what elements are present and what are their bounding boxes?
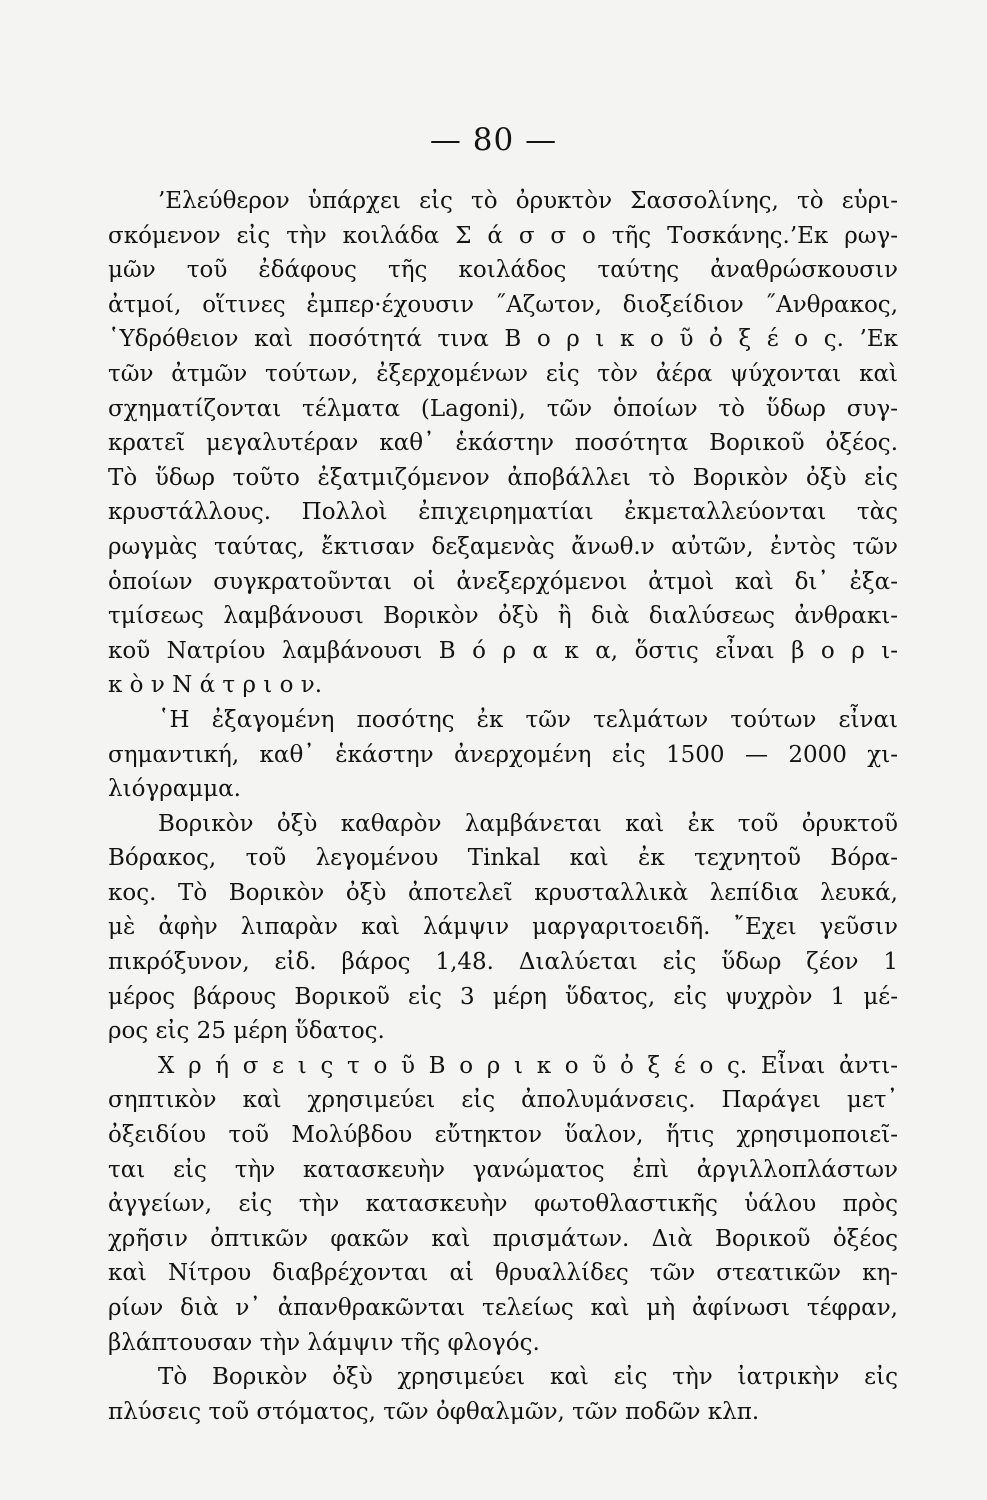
page-body xyxy=(108,184,898,1429)
text-line: χρῆσιν ὀπτικῶν φακῶν καὶ πρισμάτων. Διὰ Βορικοῦ ὀξέος xyxy=(108,1225,898,1252)
text-line: τῶν ἀτμῶν τούτων, ἐξερχομένων εἰς τὸν ἀέρα ψύχονται καὶ xyxy=(108,360,898,387)
text-line: Βόρακος, τοῦ λεγομένου Tinkal καὶ ἐκ τεχνητοῦ Βόρα- xyxy=(108,845,898,872)
text-line: Τὸ ὕδωρ τοῦτο ἐξατμιζόμενον ἀποβάλλει τὸ Βορικὸν ὀξὺ εἰς xyxy=(108,464,898,491)
text-line: κρυστάλλους. Πολλοὶ ἐπιχειρηματίαι ἐκμεταλλεύονται τὰς xyxy=(108,499,898,526)
text-line: κος. Τὸ Βορικὸν ὀξὺ ἀποτελεῖ κρυσταλλικὰ λεπίδια λευκά, xyxy=(108,879,898,906)
text-line: Βορικὸν ὀξὺ καθαρὸν λαμβάνεται καὶ ἐκ τοῦ ὀρυκτοῦ xyxy=(158,810,898,837)
text-line: καὶ Νίτρου διαβρέχονται αἱ θρυαλλίδες τῶν στεατικῶν κη- xyxy=(108,1260,898,1287)
text-line: ρωγμὰς ταύτας, ἔκτισαν δεξαμενὰς ἄνωθ.ν αὐτῶν, ἐντὸς τῶν xyxy=(108,533,898,560)
text-line: κοῦ Νατρίου λαμβάνουσι Β ό ρ α κ α, ὅστις εἶναι β ο ρ ι- xyxy=(108,637,898,664)
text-line: βλάπτουσαν τὴν λάμψιν τῆς φλογός. xyxy=(108,1329,540,1356)
text-line: ται εἰς τὴν κατασκευὴν γανώματος ἐπὶ ἀργιλλοπλάστων xyxy=(108,1156,898,1183)
text-line: ρος εἰς 25 μέρη ὕδατος. xyxy=(108,1018,385,1045)
text-line: ῾Η ἐξαγομένη ποσότης ἐκ τῶν τελμάτων τούτων εἶναι xyxy=(158,706,898,733)
text-line: ἀτμοί, οἵτινες ἐμπερ·έχουσιν ˝Αζωτον, διοξείδιον ˝Ανθρακος, xyxy=(108,291,898,318)
text-line: μὲ ἀφὴν λιπαρὰν καὶ λάμψιν μαργαριτοειδῆ. ῎Εχει γεῦσιν xyxy=(108,914,898,941)
text-line: τμίσεως λαμβάνουσι Βορικὸν ὀξὺ ἢ διὰ διαλύσεως ἀνθρακι- xyxy=(108,603,898,630)
text-line: ὀξειδίου τοῦ Μολύβδου εὔτηκτον ὕαλον, ἥτις χρησιμοποιεῖ- xyxy=(108,1122,898,1149)
text-line: μέρος βάρους Βορικοῦ εἰς 3 μέρη ὕδατος, εἰς ψυχρὸν 1 μέ- xyxy=(108,983,898,1010)
text-line: σημαντική, καθ᾿ ἑκάστην ἀνερχομένη εἰς 1500 — 2000 χι- xyxy=(108,741,898,768)
text-line: σκόμενον εἰς τὴν κοιλάδα Σ ά σ σ ο τῆς Τοσκάνης.’Εκ ρωγ- xyxy=(108,222,898,249)
text-line: κ ὸ ν Ν ά τ ρ ι ο ν. xyxy=(108,672,323,699)
page-number: — 80 — xyxy=(429,122,558,158)
text-line: σηπτικὸν καὶ χρησιμεύει εἰς ἀπολυμάνσεις. Παράγει μετ᾿ xyxy=(108,1087,898,1114)
text-line: λιόγραμμα. xyxy=(108,776,241,803)
text-line: κρατεῖ μεγαλυτέραν καθ᾿ ἑκάστην ποσότητα Βορικοῦ ὀξέος. xyxy=(108,430,898,457)
text-line: ῾Υδρόθειον καὶ ποσότητά τινα Β ο ρ ι κ ο ῦ ὀ ξ έ ο ς. ’Εκ xyxy=(108,326,898,353)
text-line: πικρόξυνον, εἰδ. βάρος 1,48. Διαλύεται εἰς ὕδωρ ζέον 1 xyxy=(108,949,898,976)
text-line: μῶν τοῦ ἐδάφους τῆς κοιλάδος ταύτης ἀναθρώσκουσιν xyxy=(108,257,898,284)
text-line: σχηματίζονται τέλματα (Lagoni), τῶν ὁποίων τὸ ὕδωρ συγ- xyxy=(108,395,898,422)
text-line: πλύσεις τοῦ στόματος, τῶν ὀφθαλμῶν, τῶν ποδῶν κλπ. xyxy=(108,1398,760,1425)
text-line: ρίων διὰ ν᾿ ἀπανθρακῶνται τελείως καὶ μὴ ἀφίνωσι τέφραν, xyxy=(108,1295,898,1321)
text-line: ὁποίων συγκρατοῦνται οἱ ἀνεξερχόμενοι ἀτμοὶ καὶ δι᾿ ἐξα- xyxy=(108,568,898,595)
text-line: ’Ελεύθερον ὑπάρχει εἰς τὸ ὀρυκτὸν Σασσολίνης, τὸ εὑρι- xyxy=(158,188,898,214)
text-line: Τὸ Βορικὸν ὀξὺ χρησιμεύει καὶ εἰς τὴν ἰατρικὴν εἰς xyxy=(158,1364,898,1391)
text-line: ἀγγείων, εἰς τὴν κατασκευὴν φωτοθλαστικῆς ὑάλου πρὸς xyxy=(108,1191,898,1218)
section-heading-line: Χ ρ ή σ ε ι ς τ ο ῦ Β ο ρ ι κ ο ῦ ὀ ξ έ ο ς. Εἶναι ἀντι- xyxy=(158,1052,898,1079)
